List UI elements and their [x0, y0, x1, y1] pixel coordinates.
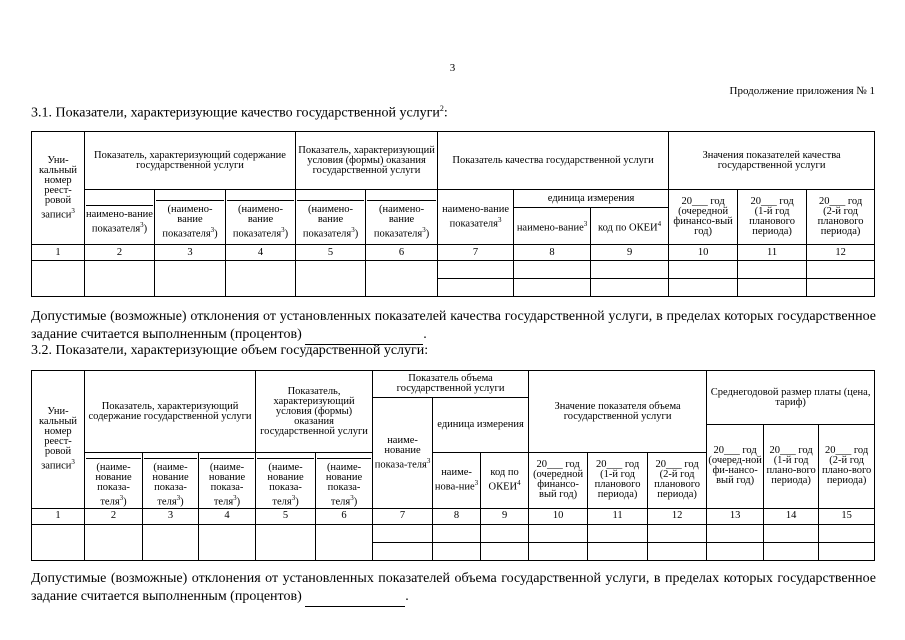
group-quality: Показатель качества государственной услуги: [438, 132, 669, 190]
table-cell[interactable]: [764, 542, 819, 560]
group-values: Значения показателей качества государственной услуги: [669, 132, 875, 190]
col-unique-number: Уни-кальный номер реест-ровой записи$^3$: [32, 371, 85, 509]
table-cell[interactable]: [256, 524, 316, 560]
volume-deviation-note: Допустимые (возможные) отклонения от установленных показателей объема государственной услуги, в пределах которых государственное задание считается выполненным (процентов) .: [31, 570, 876, 607]
table-cell[interactable]: [669, 279, 738, 297]
table-cell[interactable]: [819, 542, 875, 560]
section2-title: 3.2. Показатели, характеризующие объем государственной услуги:: [31, 343, 429, 358]
table-cell[interactable]: [226, 261, 296, 297]
col-number: 3: [143, 508, 199, 524]
table-cell[interactable]: [32, 261, 85, 297]
quality-deviation-note: Допустимые (возможные) отклонения от установленных показателей качества государственной услуги, в пределах которых государственное задание считается выполненным (процентов) .: [31, 308, 876, 345]
col-number: 1: [32, 245, 85, 261]
year-1: 20___ год (очередной финансо-вый год): [669, 190, 738, 245]
section1-title: 3.1. Показатели, характеризующие качество государственной услуги$^2$:: [31, 104, 448, 121]
continuation-label: Продолжение приложения № 1: [729, 85, 875, 97]
col-number: 12: [807, 245, 875, 261]
table-cell[interactable]: [85, 261, 155, 297]
unit-code: код по ОКЕИ$^4$: [591, 208, 669, 245]
table-cell[interactable]: [438, 261, 514, 279]
table-cell[interactable]: [433, 524, 481, 542]
table-cell[interactable]: [529, 542, 588, 560]
col-number: 4: [226, 245, 296, 261]
sub-name-1: наимено-вание показателя$^3$): [85, 190, 155, 245]
table-cell[interactable]: [481, 524, 529, 542]
sub-name-3: (наимено-вание показателя$^3$): [226, 190, 296, 245]
col-number: 2: [85, 245, 155, 261]
table-cell[interactable]: [296, 261, 366, 297]
table-cell[interactable]: [707, 524, 764, 542]
col-number: 12: [648, 508, 707, 524]
col-number: 10: [529, 508, 588, 524]
quality-indicator-name: наимено-вание показателя$^3$: [438, 190, 514, 245]
unit-group: единица измерения: [514, 190, 669, 208]
fee-year-2: 20___ год (1-й год плано-вого периода): [764, 425, 819, 509]
table-cell[interactable]: [481, 542, 529, 560]
table-cell[interactable]: [588, 542, 648, 560]
col-number: 7: [438, 245, 514, 261]
group-conditions: Показатель, характеризующий условия (формы) оказания государственной услуги: [256, 371, 373, 453]
sub-name-5: (наимено-вание показателя$^3$): [366, 190, 438, 245]
table-cell[interactable]: [807, 261, 875, 279]
col-number: 9: [591, 245, 669, 261]
table-cell[interactable]: [591, 261, 669, 279]
col-number: 6: [316, 508, 373, 524]
col-number: 11: [588, 508, 648, 524]
sub-name-5: (наиме-нование показа-теля$^3$): [316, 453, 373, 509]
table-cell[interactable]: [143, 524, 199, 560]
unit-name: наимено-вание$^3$: [514, 208, 591, 245]
table-cell[interactable]: [316, 524, 373, 560]
col-number: 3: [155, 245, 226, 261]
col-number: 4: [199, 508, 256, 524]
table-cell[interactable]: [648, 542, 707, 560]
table-cell[interactable]: [807, 279, 875, 297]
table-cell[interactable]: [588, 524, 648, 542]
table-cell[interactable]: [591, 279, 669, 297]
table-cell[interactable]: [366, 261, 438, 297]
year-3: 20___ год (2-й год планового периода): [648, 453, 707, 509]
col-number: 15: [819, 508, 875, 524]
unit-group: единица измерения: [433, 398, 529, 453]
sub-name-2: (наиме-нование показа-теля$^3$): [143, 453, 199, 509]
unit-name: наиме-нова-ние$^3$: [433, 453, 481, 509]
table-cell[interactable]: [433, 542, 481, 560]
col-number: 8: [433, 508, 481, 524]
sub-name-4: (наимено-вание показателя$^3$): [296, 190, 366, 245]
col-number: 10: [669, 245, 738, 261]
table-cell[interactable]: [738, 279, 807, 297]
table-cell[interactable]: [199, 524, 256, 560]
col-number: 5: [296, 245, 366, 261]
sub-name-2: (наимено-вание показателя$^3$): [155, 190, 226, 245]
fee-year-3: 20___ год (2-й год плано-вого периода): [819, 425, 875, 509]
group-fee: Среднегодовой размер платы (цена, тариф): [707, 371, 875, 425]
table-cell[interactable]: [514, 279, 591, 297]
volume-indicator-name: наиме-нование показа-теля$^3$: [373, 398, 433, 509]
quality-table: [31, 131, 875, 297]
page-number: 3: [449, 62, 456, 74]
table-cell[interactable]: [819, 524, 875, 542]
table-cell[interactable]: [155, 261, 226, 297]
year-1: 20___ год (очередной финансо-вый год): [529, 453, 588, 509]
table-cell[interactable]: [707, 542, 764, 560]
col-number: 13: [707, 508, 764, 524]
table-cell[interactable]: [529, 524, 588, 542]
table-cell[interactable]: [669, 261, 738, 279]
sub-name-3: (наиме-нование показа-теля$^3$): [199, 453, 256, 509]
col-number: 1: [32, 508, 85, 524]
group-conditions: Показатель, характеризующий условия (формы) оказания государственной услуги: [296, 132, 438, 190]
table-cell[interactable]: [373, 524, 433, 542]
col-number: 5: [256, 508, 316, 524]
unit-code: код по ОКЕИ$^4$: [481, 453, 529, 509]
col-number: 7: [373, 508, 433, 524]
deviation-blank[interactable]: [305, 588, 405, 607]
col-number: 11: [738, 245, 807, 261]
table-cell[interactable]: [438, 279, 514, 297]
col-number: 6: [366, 245, 438, 261]
group-volume: Показатель объема государственной услуги: [373, 371, 529, 398]
group-content: Показатель, характеризующий содержание государственной услуги: [85, 132, 296, 190]
col-unique-number: Уни-кальный номер реест-ровой записи$^3$: [32, 132, 85, 245]
table-cell[interactable]: [373, 542, 433, 560]
group-values: Значение показателя объема государственной услуги: [529, 371, 707, 453]
table-cell[interactable]: [32, 524, 85, 560]
year-2: 20___ год (1-й год планового периода): [738, 190, 807, 245]
table-cell[interactable]: [514, 261, 591, 279]
col-number: 2: [85, 508, 143, 524]
col-number: 14: [764, 508, 819, 524]
year-2: 20___ год (1-й год планового периода): [588, 453, 648, 509]
table-cell[interactable]: [764, 524, 819, 542]
table-cell[interactable]: [648, 524, 707, 542]
col-number: 9: [481, 508, 529, 524]
sub-name-1: (наиме-нование показа-теля$^3$): [85, 453, 143, 509]
year-3: 20___ год (2-й год планового периода): [807, 190, 875, 245]
table-cell[interactable]: [738, 261, 807, 279]
table-cell[interactable]: [85, 524, 143, 560]
sub-name-4: (наиме-нование показа-теля$^3$): [256, 453, 316, 509]
col-number: 8: [514, 245, 591, 261]
fee-year-1: 20___ год (очеред-ной фи-нансо-вый год): [707, 425, 764, 509]
group-content: Показатель, характеризующий содержание государственной услуги: [85, 371, 256, 453]
volume-table: [31, 370, 875, 561]
